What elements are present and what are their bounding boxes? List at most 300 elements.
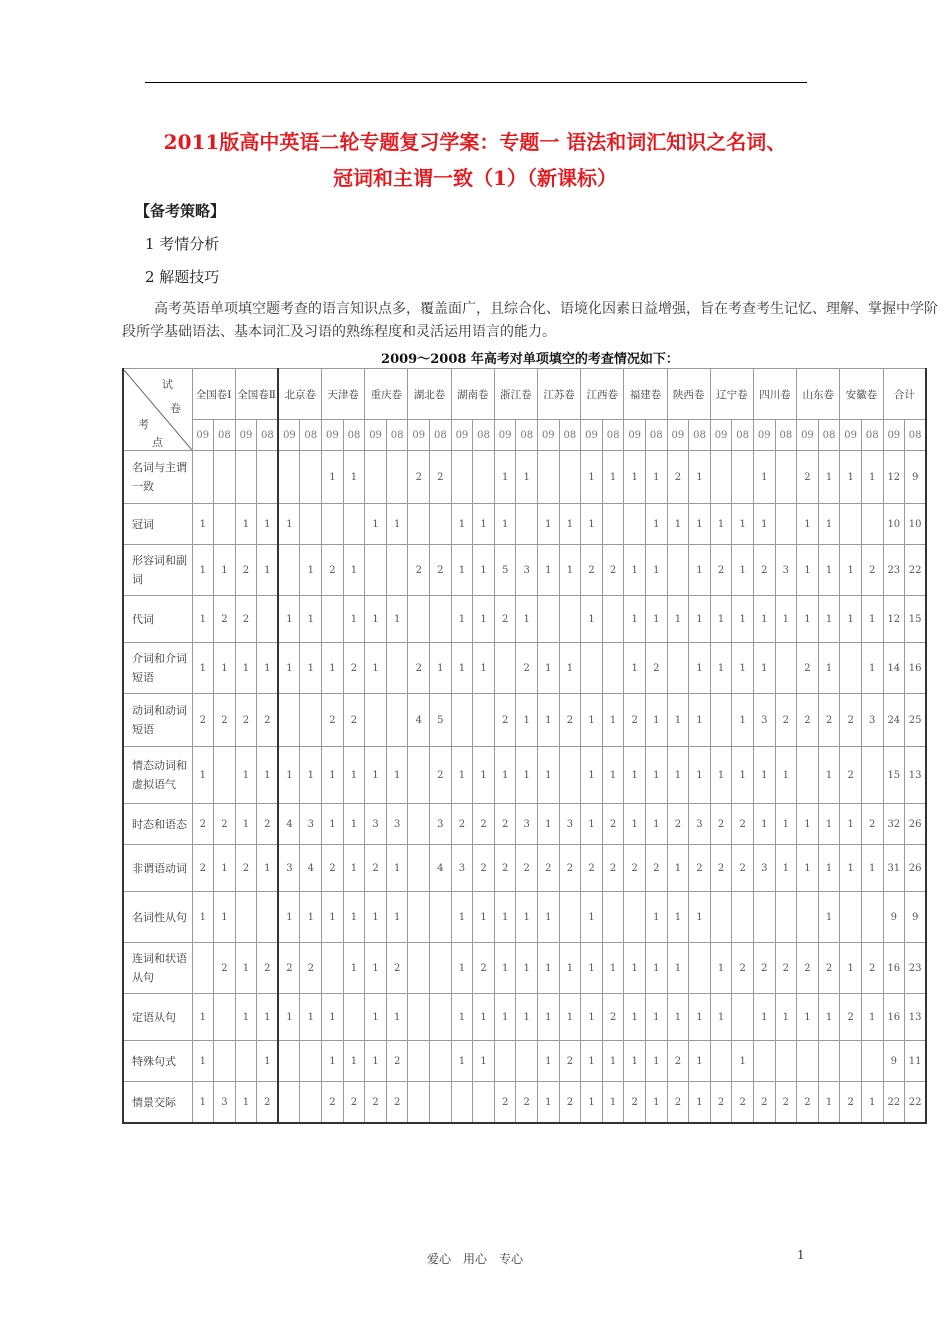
table-cell: 1 — [797, 545, 819, 596]
table-cell: 1 — [343, 596, 365, 643]
table-cell: 1 — [322, 804, 344, 845]
table-cell: 16 — [905, 643, 927, 694]
table-cell: 1 — [602, 1041, 624, 1082]
year-header: 09 — [408, 420, 430, 451]
table-cell: 2 — [840, 747, 862, 804]
row-label: 情景交际 — [123, 1082, 192, 1124]
year-header: 09 — [883, 420, 905, 451]
table-cell: 1 — [667, 943, 689, 994]
table-cell: 15 — [905, 596, 927, 643]
table-cell: 1 — [861, 596, 883, 643]
table-cell — [408, 845, 430, 892]
table-cell: 2 — [322, 845, 344, 892]
table-cell: 1 — [322, 892, 344, 943]
table-row — [123, 1041, 926, 1082]
table-cell: 1 — [451, 504, 473, 545]
province-header-row — [123, 369, 926, 420]
year-header: 08 — [300, 420, 322, 451]
table-cell — [430, 504, 452, 545]
table-cell — [343, 994, 365, 1041]
section-heading: 【备考策略】 — [135, 202, 226, 220]
table-cell — [430, 943, 452, 994]
table-cell: 1 — [559, 943, 581, 994]
table-cell: 1 — [667, 845, 689, 892]
table-cell: 1 — [645, 504, 667, 545]
table-cell: 1 — [797, 504, 819, 545]
table-cell: 1 — [775, 596, 797, 643]
table-cell: 1 — [797, 596, 819, 643]
table-cell: 1 — [538, 943, 560, 994]
table-cell: 1 — [645, 596, 667, 643]
table-cell: 2 — [214, 804, 236, 845]
table-cell: 2 — [840, 1082, 862, 1124]
table-cell: 1 — [538, 747, 560, 804]
table-row — [123, 596, 926, 643]
table-cell: 1 — [818, 643, 840, 694]
table-cell — [861, 892, 883, 943]
table-cell: 1 — [581, 596, 603, 643]
table-cell: 9 — [905, 892, 927, 943]
table-cell: 2 — [408, 643, 430, 694]
table-cell: 1 — [386, 747, 408, 804]
table-cell: 2 — [322, 545, 344, 596]
table-row — [123, 504, 926, 545]
table-cell: 1 — [581, 1041, 603, 1082]
table-cell — [386, 545, 408, 596]
table-cell — [602, 504, 624, 545]
table-cell: 1 — [343, 892, 365, 943]
table-row — [123, 643, 926, 694]
table-cell: 4 — [278, 804, 300, 845]
table-cell: 2 — [624, 845, 646, 892]
table-cell: 2 — [300, 943, 322, 994]
table-cell — [386, 694, 408, 747]
table-cell — [365, 694, 387, 747]
table-cell: 1 — [538, 545, 560, 596]
table-cell: 1 — [581, 1082, 603, 1124]
table-cell: 23 — [883, 545, 905, 596]
table-cell: 1 — [538, 1041, 560, 1082]
table-cell: 31 — [883, 845, 905, 892]
table-cell: 1 — [451, 747, 473, 804]
table-cell: 1 — [278, 596, 300, 643]
table-cell: 16 — [883, 943, 905, 994]
row-label: 介词和介词短语 — [123, 643, 192, 694]
table-cell — [602, 892, 624, 943]
table-cell: 1 — [300, 994, 322, 1041]
year-header: 08 — [214, 420, 236, 451]
table-cell: 1 — [451, 596, 473, 643]
table-cell — [602, 643, 624, 694]
table-cell — [386, 451, 408, 504]
table-cell: 1 — [538, 994, 560, 1041]
row-label: 名词性从句 — [123, 892, 192, 943]
province-header: 辽宁卷 — [710, 369, 753, 420]
table-cell: 11 — [905, 1041, 927, 1082]
table-cell — [430, 892, 452, 943]
row-label: 动词和动词短语 — [123, 694, 192, 747]
year-header: 09 — [840, 420, 862, 451]
table-cell: 2 — [624, 1082, 646, 1124]
table-cell: 1 — [451, 892, 473, 943]
table-cell — [408, 747, 430, 804]
table-cell — [408, 504, 430, 545]
table-row — [123, 804, 926, 845]
table-cell: 2 — [235, 545, 257, 596]
table-cell — [278, 1041, 300, 1082]
province-header: 合计 — [883, 369, 926, 420]
table-cell: 1 — [818, 451, 840, 504]
table-cell: 3 — [386, 804, 408, 845]
table-cell: 1 — [559, 643, 581, 694]
table-cell: 2 — [732, 845, 754, 892]
table-cell: 3 — [365, 804, 387, 845]
table-cell — [430, 1082, 452, 1124]
table-cell: 2 — [386, 943, 408, 994]
table-cell: 1 — [602, 943, 624, 994]
table-cell: 2 — [494, 694, 516, 747]
table-cell: 2 — [494, 804, 516, 845]
table-row — [123, 1082, 926, 1124]
table-cell: 1 — [581, 694, 603, 747]
table-cell: 9 — [883, 1041, 905, 1082]
table-cell: 2 — [257, 1082, 279, 1124]
table-cell: 1 — [667, 747, 689, 804]
year-header: 09 — [494, 420, 516, 451]
table-cell: 2 — [710, 804, 732, 845]
table-cell — [861, 747, 883, 804]
table-cell: 1 — [451, 1041, 473, 1082]
table-cell: 1 — [818, 845, 840, 892]
table-cell: 2 — [840, 994, 862, 1041]
table-row — [123, 747, 926, 804]
table-cell: 2 — [430, 747, 452, 804]
table-cell: 1 — [645, 694, 667, 747]
table-cell: 2 — [494, 596, 516, 643]
table-cell: 1 — [732, 545, 754, 596]
table-cell: 1 — [624, 804, 646, 845]
table-cell: 1 — [365, 747, 387, 804]
table-cell: 1 — [473, 504, 495, 545]
table-cell: 1 — [278, 643, 300, 694]
year-header: 08 — [559, 420, 581, 451]
row-label: 特殊句式 — [123, 1041, 192, 1082]
year-header: 08 — [818, 420, 840, 451]
table-cell: 1 — [235, 943, 257, 994]
table-cell — [214, 747, 236, 804]
row-label: 时态和语态 — [123, 804, 192, 845]
table-cell — [753, 892, 775, 943]
table-cell: 1 — [538, 1082, 560, 1124]
table-cell: 1 — [343, 943, 365, 994]
table-cell — [494, 643, 516, 694]
table-cell: 2 — [538, 845, 560, 892]
table-cell: 2 — [602, 994, 624, 1041]
table-cell: 1 — [645, 1041, 667, 1082]
table-cell — [408, 1082, 430, 1124]
table-cell: 1 — [300, 643, 322, 694]
table-cell — [214, 994, 236, 1041]
table-cell: 1 — [753, 994, 775, 1041]
table-cell — [689, 943, 711, 994]
table-cell: 2 — [516, 1082, 538, 1124]
list-item: 1 考情分析 — [145, 235, 220, 253]
table-cell: 1 — [235, 643, 257, 694]
table-cell — [322, 504, 344, 545]
table-cell: 4 — [430, 845, 452, 892]
table-cell: 1 — [538, 892, 560, 943]
table-cell — [797, 747, 819, 804]
table-row — [123, 943, 926, 994]
table-cell: 5 — [494, 545, 516, 596]
table-cell: 1 — [645, 943, 667, 994]
table-cell: 2 — [192, 804, 214, 845]
table-cell: 2 — [192, 845, 214, 892]
table-cell — [732, 994, 754, 1041]
table-cell — [278, 451, 300, 504]
table-cell: 3 — [430, 804, 452, 845]
table-cell: 2 — [257, 804, 279, 845]
table-cell: 25 — [905, 694, 927, 747]
table-cell: 1 — [645, 545, 667, 596]
table-cell: 12 — [883, 596, 905, 643]
table-cell: 1 — [192, 747, 214, 804]
year-header: 09 — [278, 420, 300, 451]
table-cell: 2 — [559, 694, 581, 747]
table-cell: 1 — [494, 747, 516, 804]
table-cell: 2 — [473, 804, 495, 845]
table-cell: 1 — [235, 1082, 257, 1124]
table-cell: 1 — [343, 804, 365, 845]
table-cell: 1 — [861, 994, 883, 1041]
table-cell: 1 — [818, 545, 840, 596]
table-cell: 1 — [473, 596, 495, 643]
table-cell: 1 — [192, 596, 214, 643]
table-cell: 1 — [689, 451, 711, 504]
year-header: 08 — [861, 420, 883, 451]
table-cell: 1 — [257, 994, 279, 1041]
table-cell: 1 — [451, 994, 473, 1041]
table-cell: 1 — [689, 747, 711, 804]
table-cell: 2 — [581, 845, 603, 892]
table-cell: 1 — [386, 994, 408, 1041]
table-cell: 1 — [818, 804, 840, 845]
table-cell: 3 — [559, 804, 581, 845]
table-cell: 5 — [430, 694, 452, 747]
year-header: 09 — [624, 420, 646, 451]
table-cell: 1 — [581, 747, 603, 804]
table-cell: 1 — [624, 596, 646, 643]
table-cell: 2 — [214, 694, 236, 747]
table-cell: 2 — [343, 643, 365, 694]
table-cell — [386, 643, 408, 694]
table-cell: 22 — [905, 1082, 927, 1124]
table-cell: 1 — [818, 747, 840, 804]
table-cell: 2 — [494, 1082, 516, 1124]
table-cell: 1 — [192, 1041, 214, 1082]
table-cell: 1 — [861, 1082, 883, 1124]
table-cell: 1 — [797, 845, 819, 892]
table-cell: 2 — [408, 451, 430, 504]
year-header: 09 — [753, 420, 775, 451]
table-cell: 1 — [710, 504, 732, 545]
table-cell: 2 — [559, 1041, 581, 1082]
year-header: 09 — [365, 420, 387, 451]
table-cell — [602, 596, 624, 643]
table-cell: 1 — [624, 545, 646, 596]
table-cell: 1 — [732, 747, 754, 804]
table-cell: 1 — [214, 643, 236, 694]
table-cell: 2 — [710, 545, 732, 596]
table-cell: 1 — [753, 747, 775, 804]
table-cell: 10 — [883, 504, 905, 545]
table-cell: 1 — [667, 694, 689, 747]
table-cell: 2 — [667, 1082, 689, 1124]
table-row — [123, 694, 926, 747]
table-cell: 1 — [235, 504, 257, 545]
table-cell: 2 — [710, 845, 732, 892]
corner-label: 点 — [152, 435, 163, 449]
table-cell: 3 — [214, 1082, 236, 1124]
table-cell: 2 — [602, 845, 624, 892]
table-cell: 1 — [516, 596, 538, 643]
province-header: 湖南卷 — [451, 369, 494, 420]
table-cell — [257, 892, 279, 943]
row-label: 名词与主谓一致 — [123, 451, 192, 504]
table-cell: 1 — [861, 451, 883, 504]
corner-label: 试 — [162, 377, 173, 391]
province-header: 湖北卷 — [408, 369, 451, 420]
table-cell — [300, 694, 322, 747]
table-cell: 1 — [840, 804, 862, 845]
table-cell: 1 — [257, 845, 279, 892]
table-cell — [840, 1041, 862, 1082]
table-cell: 1 — [494, 504, 516, 545]
table-cell — [343, 504, 365, 545]
table-cell — [494, 1041, 516, 1082]
table-cell: 1 — [322, 994, 344, 1041]
table-cell: 12 — [883, 451, 905, 504]
table-cell: 2 — [775, 694, 797, 747]
table-cell: 2 — [861, 545, 883, 596]
table-cell: 1 — [343, 1041, 365, 1082]
table-cell: 1 — [192, 643, 214, 694]
table-cell — [559, 892, 581, 943]
table-cell — [861, 1041, 883, 1082]
table-cell: 2 — [430, 545, 452, 596]
table-cell — [797, 1041, 819, 1082]
table-cell: 1 — [322, 1041, 344, 1082]
table-cell — [581, 643, 603, 694]
table-cell: 2 — [753, 1082, 775, 1124]
table-cell — [861, 504, 883, 545]
table-cell: 1 — [192, 892, 214, 943]
table-cell: 2 — [667, 1041, 689, 1082]
table-cell: 2 — [235, 694, 257, 747]
province-header: 陕西卷 — [667, 369, 710, 420]
table-cell: 2 — [753, 545, 775, 596]
table-cell: 1 — [192, 1082, 214, 1124]
table-cell — [473, 1082, 495, 1124]
table-cell: 1 — [861, 845, 883, 892]
table-cell: 4 — [408, 694, 430, 747]
table-cell: 3 — [689, 804, 711, 845]
year-header: 08 — [689, 420, 711, 451]
table-cell: 2 — [689, 845, 711, 892]
province-header: 福建卷 — [624, 369, 667, 420]
table-cell: 1 — [538, 694, 560, 747]
table-cell: 1 — [365, 892, 387, 943]
table-cell: 1 — [689, 643, 711, 694]
table-cell: 1 — [278, 504, 300, 545]
table-cell: 1 — [732, 694, 754, 747]
year-header-row — [123, 420, 926, 451]
table-cell — [667, 643, 689, 694]
table-cell: 3 — [861, 694, 883, 747]
table-cell: 1 — [516, 994, 538, 1041]
page-number: 1 — [797, 1248, 805, 1262]
province-header: 北京卷 — [278, 369, 321, 420]
table-cell: 1 — [322, 747, 344, 804]
exam-stats-table — [122, 368, 927, 1124]
table-cell: 1 — [624, 643, 646, 694]
table-cell: 2 — [451, 804, 473, 845]
table-cell — [235, 892, 257, 943]
table-cell — [775, 1041, 797, 1082]
year-header: 08 — [386, 420, 408, 451]
table-cell: 1 — [797, 804, 819, 845]
table-cell: 1 — [624, 943, 646, 994]
table-cell — [451, 451, 473, 504]
row-label: 连词和状语从句 — [123, 943, 192, 994]
table-cell: 2 — [214, 596, 236, 643]
table-cell: 2 — [473, 845, 495, 892]
table-cell: 3 — [516, 545, 538, 596]
table-cell: 1 — [689, 1082, 711, 1124]
table-cell: 2 — [386, 1041, 408, 1082]
table-cell — [192, 943, 214, 994]
year-header: 09 — [710, 420, 732, 451]
year-header: 08 — [732, 420, 754, 451]
table-cell: 1 — [192, 504, 214, 545]
table-cell: 1 — [753, 451, 775, 504]
table-cell: 2 — [753, 943, 775, 994]
table-cell: 2 — [667, 451, 689, 504]
table-cell — [408, 943, 430, 994]
table-cell — [451, 694, 473, 747]
table-cell: 2 — [516, 845, 538, 892]
table-cell: 1 — [710, 943, 732, 994]
table-cell: 1 — [278, 747, 300, 804]
table-cell — [473, 451, 495, 504]
table-cell: 2 — [667, 804, 689, 845]
table-cell — [624, 892, 646, 943]
table-cell: 1 — [473, 747, 495, 804]
province-header: 四川卷 — [753, 369, 796, 420]
table-cell — [516, 1041, 538, 1082]
table-cell: 1 — [689, 545, 711, 596]
table-cell — [559, 596, 581, 643]
table-cell — [214, 504, 236, 545]
province-header: 江西卷 — [581, 369, 624, 420]
table-cell: 1 — [494, 994, 516, 1041]
table-cell: 1 — [667, 892, 689, 943]
table-cell: 1 — [840, 943, 862, 994]
table-cell: 2 — [494, 845, 516, 892]
table-cell: 2 — [343, 694, 365, 747]
table-cell — [775, 504, 797, 545]
table-cell: 2 — [602, 545, 624, 596]
